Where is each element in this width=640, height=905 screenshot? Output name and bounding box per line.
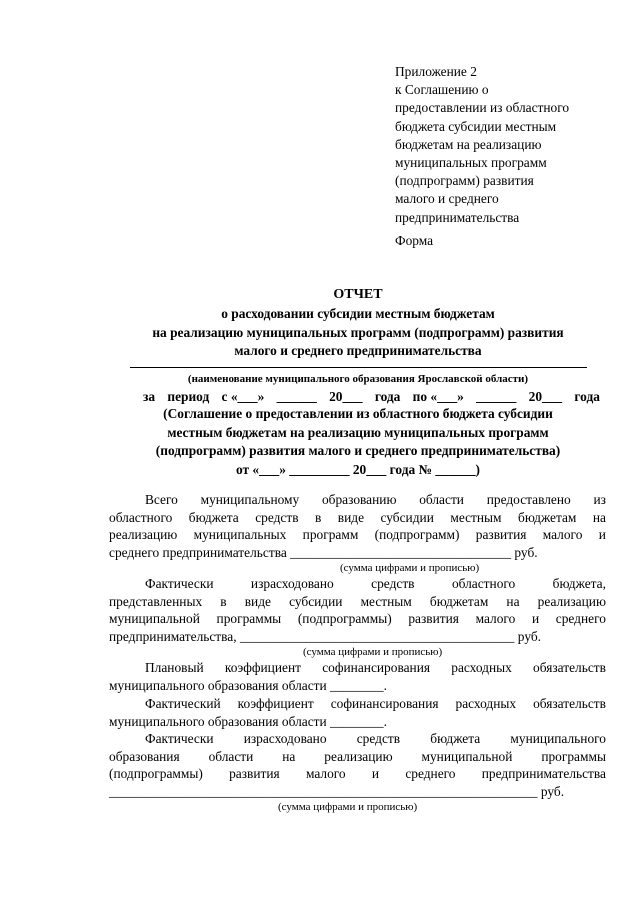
word: субсидии <box>289 593 343 609</box>
report-title-line: малого и среднего предпринимательства <box>234 343 482 358</box>
word: муниципальных <box>193 527 287 543</box>
word: Плановый <box>145 660 204 675</box>
word: средств <box>371 576 415 591</box>
appendix-line: малого и среднего <box>395 191 499 207</box>
paragraph-line <box>109 526 606 544</box>
form-label: Форма <box>395 233 434 248</box>
agreement-reference <box>100 405 616 479</box>
word: области <box>208 748 254 764</box>
word: малого <box>542 527 583 543</box>
report-title-main: ОТЧЕТ <box>333 287 383 302</box>
agreement-line: местным бюджетам на реализацию муниципальных программ <box>167 424 549 440</box>
paragraph-actual-spent-municipal <box>109 730 606 801</box>
word: на <box>592 509 606 525</box>
period-word: ______ <box>276 389 317 404</box>
word: софинансирования <box>330 696 439 711</box>
word: местным <box>450 509 502 525</box>
paragraph-actual-coefficient <box>109 695 606 730</box>
word: реализацию <box>109 527 178 543</box>
word: Фактически <box>145 731 214 746</box>
word: муниципальной <box>421 748 513 764</box>
word: обязательств <box>533 660 606 675</box>
agreement-line: (подпрограмм) развития малого и среднего предпринимательства) <box>155 443 561 458</box>
paragraph-provided-total <box>109 491 606 562</box>
word: на <box>506 593 520 609</box>
period-word: года <box>374 389 401 404</box>
word: предоставлено <box>486 492 571 507</box>
word: бюджета, <box>552 576 606 591</box>
amount-caption: (сумма цифрами и прописью) <box>278 801 418 813</box>
word: софинансирования <box>322 660 431 675</box>
word: реализацию <box>537 593 606 609</box>
period-word: с «___» <box>221 389 265 404</box>
word: муниципальному <box>200 492 300 507</box>
word: Фактический <box>145 696 221 711</box>
word: бюджетам <box>429 593 489 609</box>
word: средств <box>255 509 299 525</box>
word: виде <box>337 509 365 525</box>
word: представленных <box>109 593 203 609</box>
period-word: период <box>167 389 210 404</box>
paragraph-line <box>109 659 606 677</box>
period-word: по «___» <box>412 389 464 404</box>
amount-field-line[interactable]: предпринимательства, _________________________________________ руб. <box>109 629 541 645</box>
word: и <box>371 766 380 782</box>
agreement-line: от «___» _________ 20___ года № ______) <box>235 461 480 477</box>
paragraph-line <box>109 695 606 713</box>
word: программы <box>541 748 606 764</box>
appendix-line: Приложение 2 <box>395 64 477 79</box>
word: из <box>593 492 606 507</box>
report-title <box>100 286 616 361</box>
word: и <box>598 527 606 543</box>
word: обязательств <box>533 696 606 711</box>
paragraph-line <box>109 575 606 593</box>
paragraph-line <box>109 730 606 748</box>
agreement-line: (Соглашение о предоставлении из областного бюджета субсидии <box>163 406 553 421</box>
word: израсходовано <box>243 731 327 746</box>
period-word: за <box>143 389 156 404</box>
appendix-line: муниципальных программ <box>395 155 547 171</box>
word: (подпрограммы) <box>297 611 392 627</box>
word: муниципальной <box>109 611 200 627</box>
report-period <box>143 388 600 406</box>
amount-field-line[interactable]: ________________________________________________________________ руб. <box>109 784 565 800</box>
word: области <box>419 492 464 507</box>
appendix-line: предоставлении из областного <box>395 100 570 116</box>
word: областного <box>109 509 173 525</box>
appendix-line: к Соглашению о <box>395 82 489 98</box>
appendix-line: (подпрограмм) развития <box>395 173 534 189</box>
word: областного <box>451 576 516 591</box>
paragraph-actual-spent-regional <box>109 575 606 646</box>
word: образования <box>109 748 180 764</box>
appendix-header <box>395 63 615 227</box>
period-word: 20___ <box>528 389 563 404</box>
word: развития <box>229 766 280 782</box>
word: коэффициент <box>224 660 301 675</box>
word: расходных <box>455 696 517 711</box>
appendix-line: бюджета субсидии местным <box>395 118 557 134</box>
paragraph-line <box>109 610 606 628</box>
paragraph-line <box>109 748 606 766</box>
report-title-line: о расходовании субсидии местным бюджетам <box>221 306 495 321</box>
word: бюджета <box>430 731 481 746</box>
word: среднего <box>555 611 606 627</box>
amount-caption: (сумма цифрами и прописью) <box>340 562 480 574</box>
report-title-line: на реализацию муниципальных программ (подпрограмм) развития <box>152 324 564 340</box>
word: Фактически <box>145 576 214 591</box>
paragraph-line <box>109 491 606 509</box>
word: среднего <box>405 766 456 782</box>
word: малого <box>475 611 516 627</box>
word: и <box>531 611 540 627</box>
appendix-line: бюджетам на реализацию <box>395 136 542 152</box>
word: муниципального <box>510 731 606 746</box>
paragraph-planned-coefficient <box>109 659 606 694</box>
paragraph-line <box>109 509 606 527</box>
paragraph-line <box>109 765 606 783</box>
word: бюджетам <box>518 509 577 525</box>
word: в <box>220 593 227 609</box>
word: образованию <box>321 492 397 507</box>
word: средств <box>356 731 401 746</box>
period-word: ______ <box>476 389 517 404</box>
word: Всего <box>145 492 178 507</box>
word: расходных <box>451 660 512 675</box>
word: на <box>282 748 296 764</box>
word: (подпрограммы) <box>109 766 203 782</box>
paragraph-line <box>109 593 606 611</box>
municipality-caption: (наименование муниципального образования Ярославской области) <box>187 373 529 385</box>
word: израсходовано <box>250 576 334 591</box>
word: виде <box>244 593 271 609</box>
coefficient-field-line[interactable]: муниципального образования области ________. <box>109 677 387 693</box>
word: программ <box>302 527 359 543</box>
word: малого <box>305 766 346 782</box>
period-word: года <box>574 389 600 404</box>
word: местным <box>360 593 412 609</box>
word: развития <box>475 527 527 543</box>
word: коэффициент <box>237 696 314 711</box>
amount-field-line[interactable]: среднего предпринимательства _________________________________ руб. <box>109 545 538 561</box>
word: в <box>315 509 322 525</box>
word: субсидии <box>380 509 434 525</box>
amount-caption: (сумма цифрами и прописью) <box>303 646 443 658</box>
word: развития <box>408 611 459 627</box>
word: программы <box>216 611 282 627</box>
word: бюджета <box>188 509 239 525</box>
word: (подпрограмм) <box>374 527 460 543</box>
period-word: 20___ <box>329 389 363 404</box>
coefficient-field-line[interactable]: муниципального образования области ________. <box>109 713 387 729</box>
word: предпринимательства <box>481 766 606 782</box>
municipality-name-field[interactable] <box>130 367 587 368</box>
appendix-line: предпринимательства <box>395 209 520 225</box>
word: реализацию <box>324 748 393 764</box>
